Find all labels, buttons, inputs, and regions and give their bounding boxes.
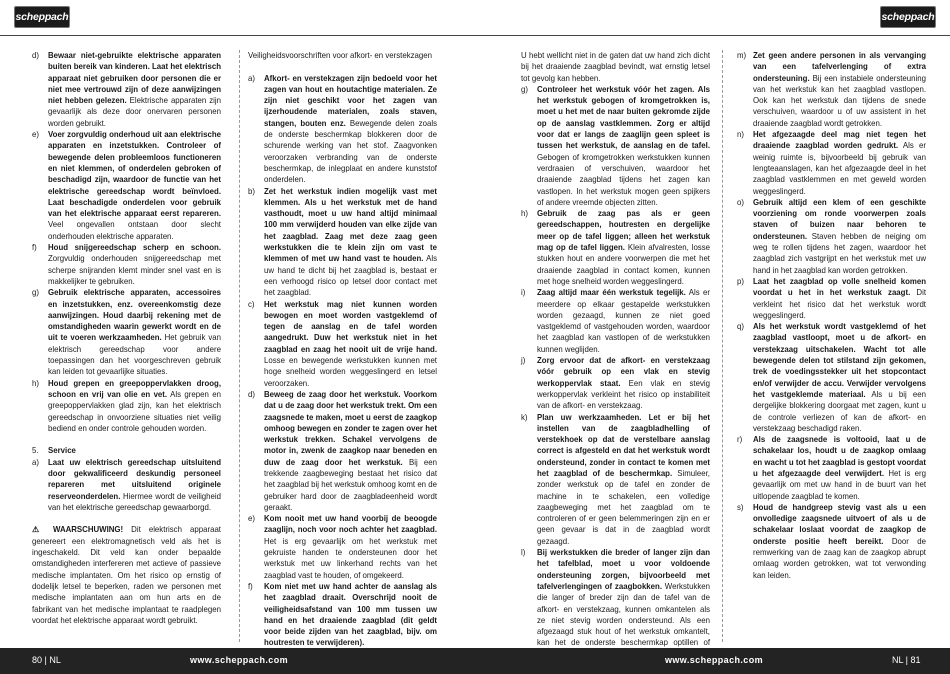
item-label: n) xyxy=(737,130,744,140)
item-label: b) xyxy=(248,186,255,196)
website-link-left[interactable]: www.scheppach.com xyxy=(190,655,288,665)
item-bold-text: Service xyxy=(48,446,76,456)
column-2 xyxy=(248,50,437,648)
item-label: i) xyxy=(521,288,526,298)
item-label: e) xyxy=(32,130,39,140)
item-bold-text: Laat uw elektrisch gereedschap uitsluitend door gekwalificeerd deskundig personeel repareren met uitsluitend originele reserveonderdelen. xyxy=(48,457,221,501)
list-item xyxy=(32,129,221,242)
list-item xyxy=(737,276,926,321)
item-body-text: Als u bij een dergelijke blokkering doorgaat met zagen, kunt u de controle verliezen of kan de afkort- en verstekzaag beschadigd raken. xyxy=(753,389,926,433)
item-bold-text: Kom niet met uw hand achter de aanslag als het zaagblad draait. Overschrijd nooit de veiligheidsafstand van 100 mm tussen uw hand en het draaiende zaagblad (dit geldt voor beide zijden van het zaagblad, bijv. om houtresten te verwijderen). xyxy=(264,581,437,648)
item-bold-text: Gebruik altijd een klem of een geschikte voorziening om ronde voorwerpen zoals staven of buizen naar behoren te ondersteunen. xyxy=(753,197,926,241)
list-item xyxy=(521,208,710,287)
spacer xyxy=(248,61,437,72)
item-bold-text: Houd snijgereedschap scherp en schoon. xyxy=(48,243,221,253)
item-label: j) xyxy=(521,356,526,366)
item-bold-text: Controleer het werkstuk vóór het zagen. Als het werkstuk gebogen of kromgetrokken is, moet u het met de naar buiten gekromde zijde op de aanslag vastklemmen. Zorg er altijd voor dat er langs de zaaglijn geen spleet is tussen het werkstuk, de aanslag en de tafel. xyxy=(537,84,710,151)
item-bold-text: Zet geen andere personen in als vervanging van een tafelverlenging of extra ondersteuning. xyxy=(753,51,926,83)
item-text xyxy=(264,513,437,581)
list-item xyxy=(248,389,437,513)
item-bold-text: Houd grepen en greepoppervlakken droog, schoon en vrij van olie en vet. xyxy=(48,378,221,399)
item-text xyxy=(753,197,926,276)
item-bold-text: Als de zaagsnede is voltooid, laat u de schakelaar los, houdt u de zaagkop omlaag en wacht u tot het zaagblad is gestopt voordat u het afgezaagde deel verwijdert. xyxy=(753,435,926,478)
list-item xyxy=(737,434,926,502)
spacer xyxy=(32,434,221,445)
item-bold-text: ⚠ WAARSCHUWING! xyxy=(32,525,124,535)
spacer xyxy=(32,513,221,524)
item-text xyxy=(48,457,221,513)
item-text xyxy=(48,242,221,287)
item-body-text: Dit verkleint het risico dat het werkstuk wordt weggeslingerd. xyxy=(753,288,926,320)
brand-logo-left: scheppach xyxy=(14,6,70,28)
item-body-text: Bewegende delen zoals de onderste beschermkap blokkeren door de schurende werking van het stof. Zaagvonken veroorzaken verbranding van de onderste beschermkap, de inlegplaat en andere kunststof onderdelen. xyxy=(264,118,437,185)
item-body-text: Elektrische apparaten zijn gevaarlijk als deze door onervaren personen worden gebruikt. xyxy=(48,96,221,128)
item-text xyxy=(537,412,710,548)
item-text xyxy=(248,50,437,61)
item-body-text: Een vlak en stevig werkoppervlak verkleint het risico op instabiliteit van de afkort- en verstekzaag. xyxy=(537,378,710,411)
item-label: r) xyxy=(737,435,743,445)
item-bold-text: Het werkstuk mag niet kunnen worden bewogen en moet worden vastgeklemd of tegen de aanslag en de tafel worden aangedrukt. Duw het werkstuk niet in het zaagblad en zaag het nooit uit de vrije hand. xyxy=(264,299,437,354)
item-bold-text: Plan uw werkzaamheden. Let er bij het instellen van de zaagbladhelling of verstekhoek op dat de verstelbare aanslag correct is afgesteld en dat het werkstuk wordt ondersteund, zonder in contact te komen met het zaagblad of de beschermkap. xyxy=(537,412,710,478)
list-item xyxy=(248,186,437,299)
item-body-text: Als uw hand te dicht bij het zaagblad is, bestaat er een verhoogd risico op letsel door contact met het zaagblad. xyxy=(264,254,437,298)
item-body-text: Bij een trekkende zaagbeweging bestaat het risico dat het zaagblad bij het werkstuk omhoog komt en de gebruiker hard door de zaagbladeenheid wordt geraakt. xyxy=(264,457,437,512)
item-bold-text: Beweeg de zaag door het werkstuk. Voorkom dat u de zaag door het werkstuk trekt. Om een zaagsnede te maken, moet u eerst de zaagkop omhoog bewegen en zonder te zagen over het werkstuk trekken. Schakel vervolgens de motor in, zwenk de zaagkop naar beneden en duw de zaag door het werkstuk. xyxy=(264,389,437,467)
item-label: d) xyxy=(32,51,39,60)
item-text xyxy=(48,50,221,129)
list-item xyxy=(248,50,437,61)
item-text xyxy=(264,186,437,299)
item-text xyxy=(537,287,710,355)
list-item xyxy=(32,287,221,377)
header-rule xyxy=(0,35,950,36)
item-text xyxy=(753,434,926,502)
item-text xyxy=(753,50,926,129)
footer-bar xyxy=(0,648,950,674)
item-text xyxy=(48,287,221,377)
item-label: m) xyxy=(737,51,747,60)
item-text xyxy=(537,84,710,208)
item-body-text: U hebt wellicht niet in de gaten dat uw hand zich dicht bij het draaiende zaagblad bevindt, wat ernstig letsel tot gevolg kan hebben. xyxy=(521,51,710,83)
list-item xyxy=(32,50,221,129)
item-text xyxy=(753,276,926,321)
item-body-text: Klein afvalresten, losse stukken hout en andere voorwerpen die met het draaiende zaagblad in contact komen, kunnen met hoge snelheid worden weggeslingerd. xyxy=(537,243,711,286)
item-bold-text: Houd de handgreep stevig vast als u een onvolledige zaagsnede uitvoert of als u de schakelaar loslaat voordat de zaagkop de onderste positie heeft bereikt. xyxy=(753,502,926,546)
item-label: o) xyxy=(737,197,744,207)
item-body-text: Staven hebben de neiging om weg te rollen tijdens het zagen, waardoor het zaagblad zich vastgrijpt en het werkstuk met uw hand in het zaagblad kan worden getrokken. xyxy=(753,231,926,275)
list-item xyxy=(737,197,926,276)
item-text xyxy=(32,524,221,626)
item-bold-text: Als het werkstuk wordt vastgeklemd of het zaagblad vastloopt, moet u de afkort- en verstekzaag uitschakelen. Wacht tot alle bewegende delen tot stilstand zijn gekomen, trek de voedingsstekker uit het stopcontact en/of verwijder de accu. Verwijder vervolgens het vastgeklemde materiaal. xyxy=(753,322,926,399)
list-item xyxy=(737,129,926,197)
item-body-text: Door de remwerking van de zaag kan de zaagkop abrupt omlaag worden getrokken, wat tot verwonding kan leiden. xyxy=(753,536,926,580)
item-body-text: Bij een instabiele ondersteuning van het werkstuk kan het zaagblad vastlopen. Ook kan het werkstuk dan tijdens de snede verschuiven, waardoor u of uw assistent in het draaiende zaagblad wordt getrokken. xyxy=(753,73,926,128)
list-item xyxy=(32,457,221,513)
item-body-text: Zorgvuldig onderhouden snijgereedschap met scherpe snijranden klemt minder snel vast en is makkelijker te gebruiken. xyxy=(48,254,221,286)
column-divider xyxy=(722,50,724,642)
list-item xyxy=(32,445,221,456)
list-item xyxy=(32,524,221,626)
item-bold-text: Kom nooit met uw hand voorbij de beoogde zaaglijn, noch voor noch achter het zaagblad. xyxy=(264,514,437,535)
item-text xyxy=(48,129,221,242)
list-item xyxy=(248,299,437,389)
item-text xyxy=(48,445,221,456)
item-text xyxy=(264,299,437,389)
item-body-text: Als er weinig ruimte is, bijvoorbeeld bij gebruik van lengteaanslagen, kan het afgezaagde deel in het zaagblad vastklemmen en met geweld worden weggeslingerd. xyxy=(753,141,926,196)
item-bold-text: Bij werkstukken die breder of langer zijn dan het tafelblad, moet u voor voldoende ondersteuning zorgen, bijvoorbeeld met tafelverlengingen of zaagbokken. xyxy=(537,548,710,591)
item-label: a) xyxy=(32,457,39,467)
list-item xyxy=(521,287,710,355)
column-4 xyxy=(737,50,926,645)
item-body-text: Dit elektrisch apparaat genereert een elektromagnetisch veld als het is ingeschakeld. Dit veld kan onder bepaalde omstandigheden interfereren met actieve of passieve medische implantaten. Om het risico op ernstig of dodelijk letsel te beperken, raden we personen met medische implantaten aan om hun arts en de fabrikant van het medische implantaat te raadplegen voordat het elektrische apparaat wordt gebruikt. xyxy=(32,525,221,625)
item-bold-text: Gebruik elektrische apparaten, accessoires en inzetstukken, enz. overeenkomstig deze aanwijzingen. Houd daarbij rekening met de omstandigheden waarin gewerkt wordt en de uit te voeren werkzaamheden. xyxy=(48,288,221,343)
item-bold-text: Zorg ervoor dat de afkort- en verstekzaag vóór gebruik op een vlak en stevig werkoppervlak staat. xyxy=(537,356,710,388)
list-item xyxy=(737,502,926,581)
item-text xyxy=(753,321,926,434)
item-bold-text: Zaag altijd maar één werkstuk tegelijk. xyxy=(537,288,686,298)
item-label: c) xyxy=(248,299,255,309)
item-label: a) xyxy=(248,73,255,83)
column-divider xyxy=(239,50,241,642)
list-item xyxy=(737,321,926,434)
item-label: l) xyxy=(521,548,526,558)
list-item xyxy=(32,242,221,287)
list-item xyxy=(521,412,710,548)
item-label: d) xyxy=(248,389,255,399)
list-item xyxy=(248,73,437,186)
item-label: h) xyxy=(32,378,39,388)
item-body-text: Als grepen en greepoppervlakken glad zijn, kan het elektrisch gereedschap in onvoorziene situaties niet veilig bediend en onder controle gehouden worden. xyxy=(48,389,221,433)
item-text xyxy=(264,73,437,186)
item-label: s) xyxy=(737,502,744,512)
item-body-text: Het is erg gevaarlijk om het werkstuk met gekruiste handen te ondersteunen door het werkstuk met uw linkerhand rechts van het zaagblad vast te houden, of omgekeerd. xyxy=(264,536,437,580)
list-item xyxy=(521,84,710,208)
item-label: h) xyxy=(521,209,528,219)
item-text xyxy=(537,208,710,287)
item-text xyxy=(753,502,926,581)
item-body-text: Werkstukken die langer of breder zijn dan de tafel van de afkort- en verstekzaag, kunnen omkantelen als ze niet stevig worden ondersteund. Als een afgezaagd stuk hout of het werkstuk omkantelt, kan het de onderste beschermkap optillen of xyxy=(537,581,710,648)
item-bold-text: Het afgezaagde deel mag niet tegen het draaiende zaagblad worden gedrukt. xyxy=(753,130,926,151)
item-text xyxy=(48,378,221,434)
item-label: k) xyxy=(521,412,528,422)
item-text xyxy=(264,389,437,513)
list-item xyxy=(521,355,710,411)
item-text xyxy=(537,355,710,411)
item-body-text: Veiligheidsvoorschriften voor afkort- en verstekzagen xyxy=(248,51,432,60)
list-item xyxy=(737,50,926,129)
website-link-right[interactable]: www.scheppach.com xyxy=(665,655,763,665)
item-label: q) xyxy=(737,322,744,332)
item-label: f) xyxy=(32,243,37,253)
item-body-text: Losse en bewegende werkstukken kunnen met hoge snelheid worden weggeslingerd en letsel veroorzaken. xyxy=(264,356,437,388)
item-body-text: Veel ongevallen ontstaan door slecht onderhouden elektrische apparaten. xyxy=(48,220,221,241)
item-body-text: Als er meerdere op elkaar gestapelde werkstukken worden gezaagd, kunnen ze niet goed vastgeklemd of vastgehouden worden, waardoor het zaagblad kan vastlopen of de werkstukken kunnen weglijden. xyxy=(537,288,710,354)
item-label: 5. xyxy=(32,446,39,456)
item-text xyxy=(521,50,710,84)
item-bold-text: Zet het werkstuk indien mogelijk vast met klemmen. Als u het werkstuk met de hand vasthoudt, moet u uw hand altijd minimaal 100 mm verwijderd houden van elke zijde van het zaagblad. Zaag met deze zaag geen werkstukken die te klein zijn om vast te klemmen of met uw hand vast te houden. xyxy=(264,186,437,264)
item-bold-text: Bewaar niet-gebruikte elektrische apparaten buiten bereik van kinderen. Laat het elektrisch apparaat niet gebruiken door personen die er niet mee vertrouwd zijn of deze aanwijzingen niet hebben gelezen. xyxy=(48,51,221,106)
page-number-left: 80 | NL xyxy=(32,655,61,665)
brand-logo-right: scheppach xyxy=(880,6,936,28)
item-label: e) xyxy=(248,514,255,524)
item-body-text: Het is erg gevaarlijk om met uw hand in de buurt van het uitlopende zaagblad te komen. xyxy=(753,468,926,501)
item-text xyxy=(753,129,926,197)
item-body-text: Het gebruik van elektrisch gereedschap voor andere toepassingen dan het voorgeschreven gebruik kan leiden tot gevaarlijke situaties. xyxy=(48,333,221,377)
list-item xyxy=(248,513,437,581)
item-body-text: Simuleer, zonder werkstuk op de tafel en zonder de machine in te schakelen, een volledige zaagbeweging met het zaagblad om te controleren of er geen belemmeringen zijn en er geen gevaar is dat in de zaagblad wordt gezaagd. xyxy=(537,468,710,546)
item-label: g) xyxy=(521,84,528,94)
item-body-text: Hiermee wordt de veiligheid van het elektrische gereedschap gewaarborgd. xyxy=(48,491,221,512)
list-item xyxy=(32,378,221,434)
column-1 xyxy=(32,50,221,645)
item-label: p) xyxy=(737,276,744,286)
item-bold-text: Afkort- en verstekzagen zijn bedoeld voor het zagen van hout en houtachtige materialen. Ze zijn niet geschikt voor het zagen van ijzerhoudende materialen, zoals staven, stangen, bouten enz. xyxy=(264,73,437,128)
item-bold-text: Laat het zaagblad op volle snelheid komen voordat u het in het werkstuk zaagt. xyxy=(753,276,926,298)
item-text xyxy=(264,581,437,649)
item-label: f) xyxy=(248,581,253,591)
item-body-text: Gebogen of kromgetrokken werkstukken kunnen verdraaien of verschuiven, waardoor het draaiende zaagblad tijdens het zagen kan vastlopen. In het werkstuk mogen geen spijkers of andere vreemde objecten zitten. xyxy=(537,152,710,207)
list-item xyxy=(248,581,437,649)
item-bold-text: Gebruik de zaag pas als er geen gereedschappen, houtresten en dergelijke meer op de tafel liggen; alleen het werkstuk mag op de tafel liggen. xyxy=(537,209,710,253)
list-item xyxy=(521,50,710,84)
item-bold-text: Voer zorgvuldig onderhoud uit aan elektrische apparaten en inzetstukken. Controleer of bewegende delen probleemloos functioneren en niet klemmen, of onderdelen gebroken of beschadigd zijn, waardoor de functie van het elektrische gereedschap wordt beïnvloed. Laat beschadigde onderdelen voor gebruik van het elektrische apparaat eerst repareren. xyxy=(48,130,221,219)
item-label: g) xyxy=(32,288,39,298)
column-3 xyxy=(521,50,711,648)
page-number-right: NL | 81 xyxy=(892,655,921,665)
